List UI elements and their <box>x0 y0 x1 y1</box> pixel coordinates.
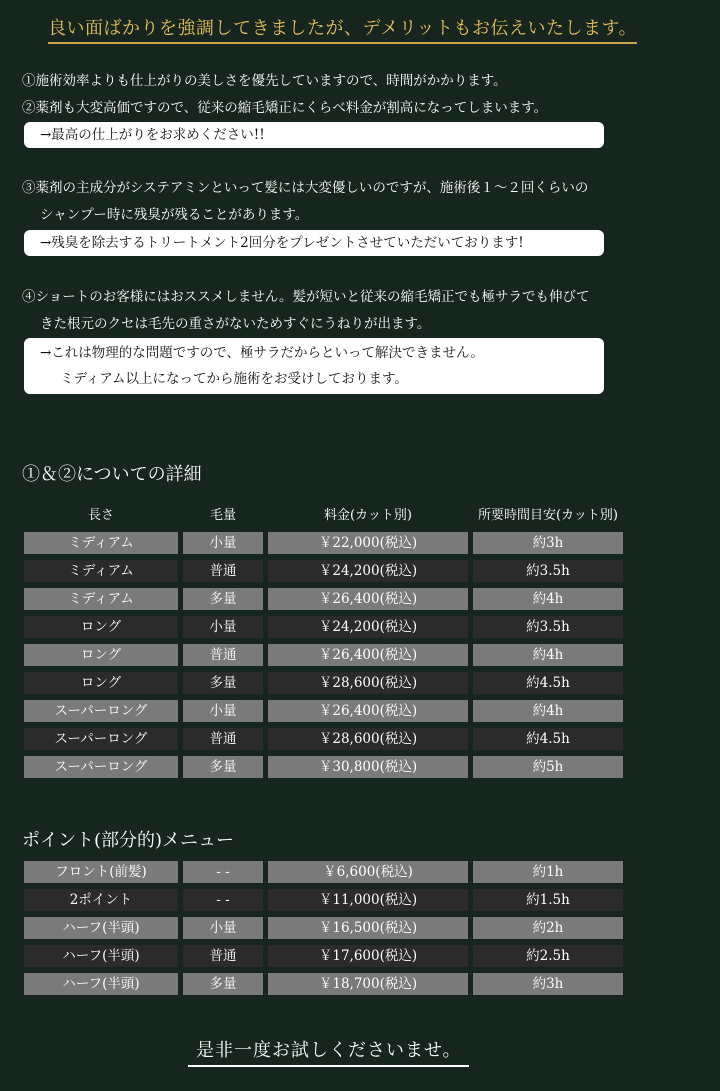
details-cell-volume: 小量 <box>183 616 263 638</box>
points-row <box>0 861 720 883</box>
points-cell-volume: 小量 <box>183 917 263 939</box>
note-box-1 <box>24 122 604 148</box>
details-cell-length: ロング <box>24 644 178 666</box>
details-cell-price: ￥28,600(税込) <box>268 672 468 694</box>
points-cell-duration: 約1.5h <box>473 889 623 911</box>
details-row <box>0 532 720 554</box>
note-box-2-text: →残臭を除去するトリートメント2回分をプレゼントさせていただいております! <box>40 235 524 251</box>
details-cell-price: ￥22,000(税込) <box>268 532 468 554</box>
headline: 良い面ばかりを強調してきましたが、デメリットもお伝えいたします。 <box>48 14 637 44</box>
details-cell-length: ロング <box>24 616 178 638</box>
demerit-item-4-line-1: ④ショートのお客様にはおススメしません。髪が短いと従来の縮毛矯正でも極サラでも伸びて <box>22 289 590 305</box>
points-cell-duration: 約2.5h <box>473 945 623 967</box>
closing-message: 是非一度お試しくださいませ。 <box>188 1036 469 1067</box>
details-cell-length: スーパーロング <box>24 700 178 722</box>
details-cell-price: ￥26,400(税込) <box>268 700 468 722</box>
details-cell-length: ロング <box>24 672 178 694</box>
points-row <box>0 917 720 939</box>
points-cell-length: ハーフ(半頭) <box>24 945 178 967</box>
details-cell-length: スーパーロング <box>24 756 178 778</box>
header-hair-volume: 毛量 <box>209 508 236 523</box>
points-cell-price: ￥11,000(税込) <box>268 889 468 911</box>
points-cell-volume: - - <box>183 889 263 911</box>
points-row <box>0 945 720 967</box>
details-cell-length: スーパーロング <box>24 728 178 750</box>
header-length: 長さ <box>87 508 114 523</box>
note-box-3 <box>24 338 604 394</box>
details-row <box>0 728 720 750</box>
details-cell-volume: 普通 <box>183 560 263 582</box>
details-cell-price: ￥24,200(税込) <box>268 560 468 582</box>
details-row <box>0 560 720 582</box>
demerit-item-4-line-2: きた根元のクセは毛先の重さがないためすぐにうねりが出ます。 <box>40 316 431 332</box>
demerit-item-1: ①施術効率よりも仕上がりの美しさを優先していますので、時間がかかります。 <box>22 73 507 89</box>
details-row <box>0 588 720 610</box>
points-cell-volume: 普通 <box>183 945 263 967</box>
points-cell-volume: - - <box>183 861 263 883</box>
details-title: ①＆②についての詳細 <box>22 464 202 485</box>
details-cell-volume: 小量 <box>183 700 263 722</box>
details-row <box>0 644 720 666</box>
note-box-1-text: →最高の仕上がりをお求めください!! <box>40 127 265 143</box>
details-cell-duration: 約4.5h <box>473 728 623 750</box>
details-cell-volume: 普通 <box>183 728 263 750</box>
note-box-2 <box>24 230 604 256</box>
points-cell-length: フロント(前髪) <box>24 861 178 883</box>
details-cell-price: ￥28,600(税込) <box>268 728 468 750</box>
points-cell-length: ハーフ(半頭) <box>24 917 178 939</box>
details-cell-duration: 約3.5h <box>473 560 623 582</box>
details-cell-length: ミディアム <box>24 588 178 610</box>
points-cell-duration: 約1h <box>473 861 623 883</box>
details-cell-price: ￥26,400(税込) <box>268 644 468 666</box>
details-row <box>0 616 720 638</box>
points-cell-price: ￥16,500(税込) <box>268 917 468 939</box>
details-cell-duration: 約3.5h <box>473 616 623 638</box>
header-price: 料金(カット別) <box>323 508 412 523</box>
points-cell-duration: 約2h <box>473 917 623 939</box>
details-cell-volume: 小量 <box>183 532 263 554</box>
details-row <box>0 700 720 722</box>
details-cell-price: ￥24,200(税込) <box>268 616 468 638</box>
details-cell-duration: 約4h <box>473 700 623 722</box>
points-cell-price: ￥18,700(税込) <box>268 973 468 995</box>
details-row <box>0 672 720 694</box>
details-cell-duration: 約4h <box>473 588 623 610</box>
note-box-3-line-1: →これは物理的な問題ですので、極サラだからといって解決できません。 <box>40 345 484 361</box>
details-cell-duration: 約5h <box>473 756 623 778</box>
points-cell-price: ￥17,600(税込) <box>268 945 468 967</box>
details-cell-volume: 多量 <box>183 756 263 778</box>
points-row <box>0 889 720 911</box>
details-cell-price: ￥30,800(税込) <box>268 756 468 778</box>
points-cell-price: ￥6,600(税込) <box>268 861 468 883</box>
points-title: ポイント(部分的)メニュー <box>22 830 235 851</box>
details-cell-length: ミディアム <box>24 560 178 582</box>
points-row <box>0 973 720 995</box>
points-cell-duration: 約3h <box>473 973 623 995</box>
details-cell-volume: 普通 <box>183 644 263 666</box>
details-cell-length: ミディアム <box>24 532 178 554</box>
note-box-3-line-2: ミディアム以上になってから施術をお受けしております。 <box>60 371 408 387</box>
points-cell-length: 2ポイント <box>24 889 178 911</box>
demerit-item-3-line-2: シャンプー時に残臭が残ることがあります。 <box>40 207 309 223</box>
demerit-item-3-line-1: ③薬剤の主成分がシステアミンといって髪には大変優しいのですが、施術後１～２回くらいの <box>22 180 589 196</box>
details-cell-duration: 約4.5h <box>473 672 623 694</box>
header-duration: 所要時間目安(カット別) <box>477 508 618 523</box>
details-cell-volume: 多量 <box>183 588 263 610</box>
points-cell-length: ハーフ(半頭) <box>24 973 178 995</box>
details-cell-duration: 約3h <box>473 532 623 554</box>
details-row <box>0 756 720 778</box>
details-cell-price: ￥26,400(税込) <box>268 588 468 610</box>
details-cell-duration: 約4h <box>473 644 623 666</box>
points-cell-volume: 多量 <box>183 973 263 995</box>
details-cell-volume: 多量 <box>183 672 263 694</box>
demerit-item-2: ②薬剤も大変高価ですので、従来の縮毛矯正にくらべ料金が割高になってしまいます。 <box>22 100 548 116</box>
